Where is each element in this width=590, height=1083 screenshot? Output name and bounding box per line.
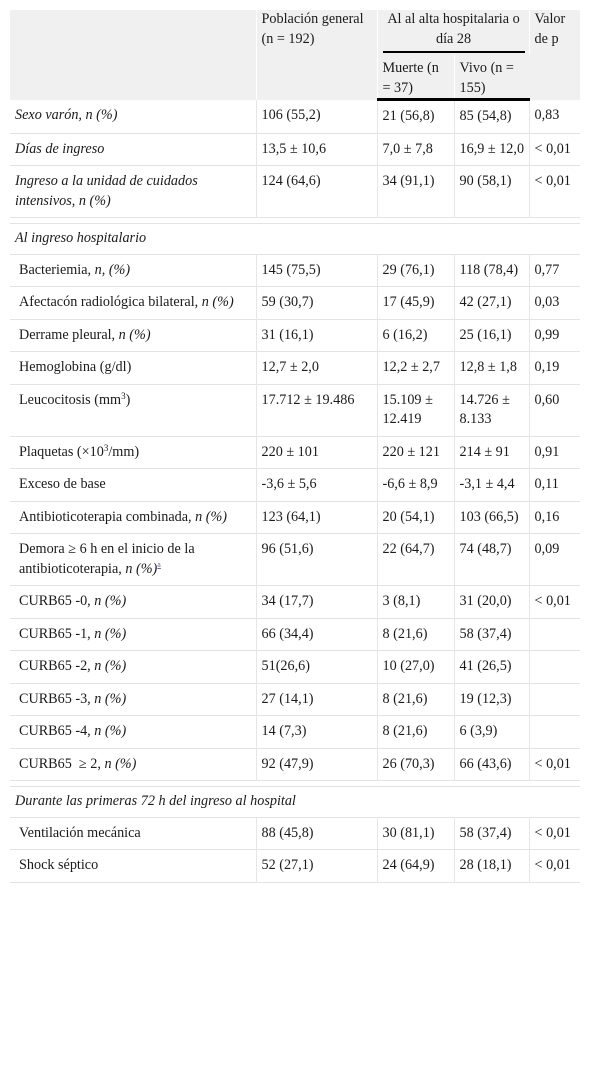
cell-death: 30 (81,1) <box>377 817 454 850</box>
cell-population: 52 (27,1) <box>256 850 377 883</box>
cell-population: 124 (64,6) <box>256 166 377 218</box>
table-row <box>10 850 580 883</box>
footnote-link[interactable]: a <box>157 559 161 569</box>
cell-death: 8 (21,6) <box>377 618 454 651</box>
cell-pvalue: 0,19 <box>534 359 560 375</box>
row-label: CURB65 -3, n (%) <box>10 683 256 716</box>
table-row <box>10 618 580 651</box>
cell-death: 3 (8,1) <box>377 586 454 619</box>
header-alive: Vivo (n = 155) <box>454 55 529 100</box>
row-label: Antibioticoterapia combinada, n (%) <box>10 501 256 534</box>
cell-alive: 90 (58,1) <box>454 166 529 218</box>
row-label: CURB65 -2, n (%) <box>10 651 256 684</box>
cell-alive: 19 (12,3) <box>454 683 529 716</box>
table-row <box>10 319 580 352</box>
cell-population: -3,6 ± 5,6 <box>256 469 377 502</box>
cell-alive: 42 (27,1) <box>454 287 529 320</box>
header-population: Población general (n = 192) <box>256 10 377 100</box>
row-label: CURB65 -0, n (%) <box>10 586 256 619</box>
cell-alive: 25 (16,1) <box>454 319 529 352</box>
cell-death: 20 (54,1) <box>377 501 454 534</box>
cell-death: 6 (16,2) <box>377 319 454 352</box>
row-label: Leucocitosis $(mm^3)$ <box>10 384 256 436</box>
cell-alive: 12,8 ± 1,8 <box>454 352 529 385</box>
row-label: Hemoglobina (g/dl) <box>10 352 256 385</box>
cell-alive: 74 (48,7) <box>454 534 529 586</box>
table-row <box>10 384 580 436</box>
cell-population: 92 (47,9) <box>256 748 377 781</box>
cell-pvalue: 0,91 <box>534 443 560 460</box>
table-row <box>10 534 580 586</box>
table-row <box>10 716 580 749</box>
cell-alive: 118 (78,4) <box>454 254 529 287</box>
table-row <box>10 287 580 320</box>
table-row <box>10 817 580 850</box>
row-label: Ingreso a la unidad de cuidados intensivos, n (%) <box>10 166 256 218</box>
cell-population: 88 (45,8) <box>256 817 377 850</box>
cell-pvalue: < 0,01 <box>534 755 571 772</box>
cell-population: 106 (55,2) <box>256 100 377 134</box>
row-label: Sexo varón, n (%) <box>10 100 256 134</box>
cell-pvalue <box>529 683 580 716</box>
cell-pvalue: 0,11 <box>534 476 559 492</box>
table-row <box>10 100 580 134</box>
row-label: Afectacón radiológica bilateral, n (%) <box>10 287 256 320</box>
cell-population: 17.712 ± 19.486 <box>256 384 377 436</box>
cell-death: 22 (64,7) <box>377 534 454 586</box>
cell-alive: 16,9 ± 12,0 <box>454 133 529 166</box>
cell-population: 14 (7,3) <box>256 716 377 749</box>
cell-population: 145 (75,5) <box>256 254 377 287</box>
cell-pvalue: 0,77 <box>534 261 560 278</box>
table-row <box>10 586 580 619</box>
results-table <box>10 10 580 883</box>
table-row <box>10 748 580 781</box>
header-death: Muerte (n = 37) <box>377 55 454 100</box>
table-row <box>10 254 580 287</box>
cell-pvalue: 0,09 <box>534 541 560 557</box>
header-empty-cell <box>10 10 256 100</box>
cell-death: 12,2 ± 2,7 <box>377 352 454 385</box>
row-label: Demora ≥ 6 h en el inicio de la antibioticoterapia, n (%)$^a$ <box>10 534 256 586</box>
cell-alive: 31 (20,0) <box>454 586 529 619</box>
row-label: Derrame pleural, n (%) <box>10 319 256 352</box>
cell-death: 21 (56,8) <box>377 100 454 134</box>
cell-alive: 14.726 ± 8.133 <box>454 384 529 436</box>
table-row <box>10 469 580 502</box>
cell-death: 34 (91,1) <box>377 166 454 218</box>
section-72h-title: Durante las primeras 72 h del ingreso al hospital <box>15 793 296 809</box>
row-label: CURB65 -1, n (%) <box>10 618 256 651</box>
cell-alive: 58 (37,4) <box>454 618 529 651</box>
cell-population: 34 (17,7) <box>256 586 377 619</box>
table-row <box>10 683 580 716</box>
cell-death: 24 (64,9) <box>377 850 454 883</box>
cell-alive: 28 (18,1) <box>454 850 529 883</box>
cell-population: 59 (30,7) <box>256 287 377 320</box>
table-row <box>10 133 580 166</box>
cell-pvalue: 0,99 <box>534 326 560 343</box>
cell-population: 31 (16,1) <box>256 319 377 352</box>
table-row <box>10 166 580 218</box>
row-label: Plaquetas $(\times 10^3/mm)$ <box>10 436 256 469</box>
row-label: Bacteriemia, n, (%) <box>10 254 256 287</box>
header-pvalue: Valor de p <box>529 10 580 100</box>
cell-alive: 58 (37,4) <box>454 817 529 850</box>
section-header-row <box>10 224 580 255</box>
cell-alive: 214 ± 91 <box>454 436 529 469</box>
cell-death: 10 (27,0) <box>377 651 454 684</box>
cell-pvalue <box>529 716 580 749</box>
cell-pvalue: < 0,01 <box>534 140 571 157</box>
cell-alive: 66 (43,6) <box>454 748 529 781</box>
cell-death: 8 (21,6) <box>377 683 454 716</box>
cell-death: 7,0 ± 7,8 <box>377 133 454 166</box>
section-admission-title: Al ingreso hospitalario <box>15 230 147 246</box>
cell-pvalue: < 0,01 <box>534 857 571 873</box>
cell-alive: -3,1 ± 4,4 <box>454 469 529 502</box>
cell-pvalue: 0,83 <box>534 106 560 123</box>
cell-alive: 41 (26,5) <box>454 651 529 684</box>
section-header-row <box>10 787 580 818</box>
cell-population: 123 (64,1) <box>256 501 377 534</box>
cell-population: 13,5 ± 10,6 <box>256 133 377 166</box>
cell-pvalue: 0,03 <box>534 294 560 310</box>
cell-pvalue: < 0,01 <box>534 824 571 841</box>
cell-death: 17 (45,9) <box>377 287 454 320</box>
header-outcome-group <box>377 10 529 55</box>
cell-population: 51(26,6) <box>256 651 377 684</box>
cell-death: 26 (70,3) <box>377 748 454 781</box>
cell-pvalue <box>529 618 580 651</box>
cell-pvalue: < 0,01 <box>534 173 571 189</box>
cell-population: 220 ± 101 <box>256 436 377 469</box>
row-label: CURB65 ≥ 2, n (%) <box>10 748 256 781</box>
cell-death: 15.109 ± 12.419 <box>377 384 454 436</box>
table-row <box>10 352 580 385</box>
row-label: Días de ingreso <box>10 133 256 166</box>
row-label: CURB65 -4, n (%) <box>10 716 256 749</box>
cell-death: 220 ± 121 <box>377 436 454 469</box>
cell-death: -6,6 ± 8,9 <box>377 469 454 502</box>
cell-pvalue: < 0,01 <box>534 593 571 609</box>
table-row <box>10 501 580 534</box>
cell-pvalue: 0,60 <box>534 391 560 408</box>
cell-alive: 6 (3,9) <box>454 716 529 749</box>
table-row <box>10 436 580 469</box>
cell-alive: 85 (54,8) <box>454 100 529 134</box>
cell-pvalue: 0,16 <box>534 508 560 525</box>
row-label: Exceso de base <box>10 469 256 502</box>
row-label: Ventilación mecánica <box>10 817 256 850</box>
cell-population: 27 (14,1) <box>256 683 377 716</box>
cell-pvalue <box>529 651 580 684</box>
table-header <box>10 10 580 100</box>
cell-death: 29 (76,1) <box>377 254 454 287</box>
header-outcome-group-label: Al al alta hospitalaria o día 28 <box>383 10 525 53</box>
cell-population: 12,7 ± 2,0 <box>256 352 377 385</box>
cell-population: 66 (34,4) <box>256 618 377 651</box>
cell-alive: 103 (66,5) <box>454 501 529 534</box>
row-label: Shock séptico <box>10 850 256 883</box>
cell-death: 8 (21,6) <box>377 716 454 749</box>
cell-population: 96 (51,6) <box>256 534 377 586</box>
table-row <box>10 651 580 684</box>
